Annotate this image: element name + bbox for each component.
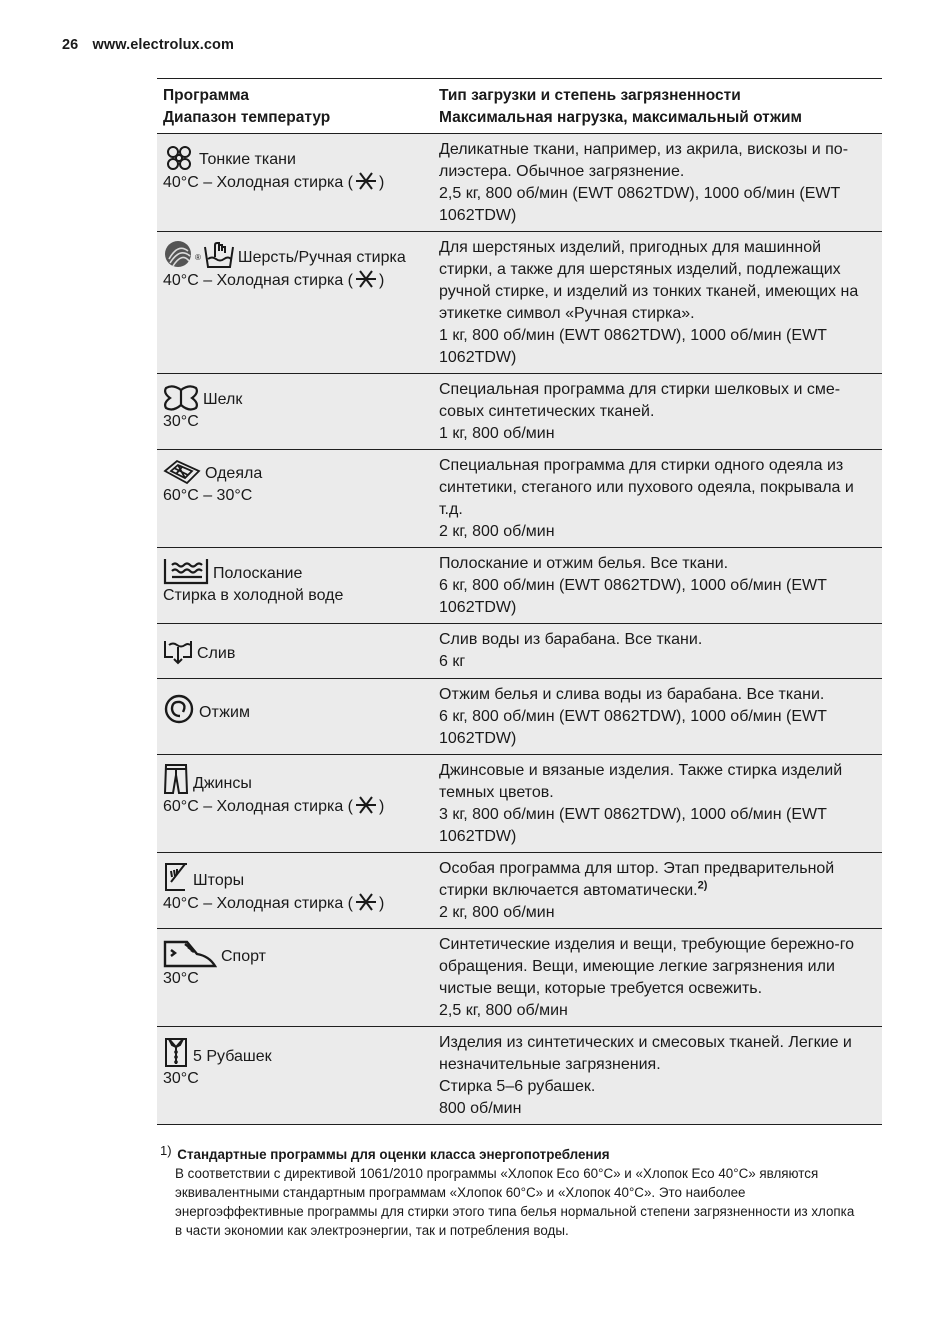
programs-table	[157, 78, 882, 1125]
col1-header-line1: Программа	[163, 87, 249, 104]
table-row	[157, 548, 882, 624]
site-url: www.electrolux.com	[92, 37, 234, 53]
program-name: Тонкие ткани	[199, 151, 296, 168]
col2-header-line2: Максимальная нагрузка, максимальный отжим	[439, 109, 802, 126]
description-cell	[433, 929, 882, 1027]
cold-wash-icon	[355, 171, 377, 198]
description-cell	[433, 1027, 882, 1125]
description-cell	[433, 679, 882, 755]
description-cell	[433, 450, 882, 548]
program-temp: 30°C	[163, 1070, 199, 1087]
program-description	[439, 858, 876, 902]
program-name: 5 Рубашек	[193, 1048, 272, 1065]
program-description: Слив воды из барабана. Все ткани.	[439, 631, 703, 648]
program-load: 6 кг	[439, 653, 466, 670]
table-row	[157, 853, 882, 929]
program-description: Специальная программа для стирки шелковых и сме-совых синтетических тканей.	[439, 381, 841, 420]
program-load: 2,5 кг, 800 об/мин	[439, 1002, 568, 1019]
table-row	[157, 232, 882, 374]
program-temp: Стирка в холодной воде	[163, 587, 344, 604]
wool-icon	[163, 239, 195, 269]
program-description: Для шерстяных изделий, пригодных для машинной стирки, а также для шерстяных изделий, подлежащих ручной стирке, и изделий из тонких тканей, имеющих на этикетке символ «Ручная стирка».	[439, 239, 859, 322]
program-temp: 30°C	[163, 970, 199, 987]
program-load: 1 кг, 800 об/мин	[439, 425, 555, 442]
table-row	[157, 450, 882, 548]
shirt-icon	[163, 1036, 189, 1068]
program-load: 3 кг, 800 об/мин (EWT 0862TDW), 1000 об/мин (EWT 1062TDW)	[439, 806, 827, 845]
cold-wash-icon	[355, 892, 377, 919]
duvet-icon	[163, 459, 201, 485]
temp-suffix: )	[379, 798, 385, 815]
spin-icon	[163, 694, 195, 724]
program-cell	[157, 374, 433, 450]
silk-butterfly-icon	[163, 385, 199, 411]
table-row	[157, 624, 882, 679]
program-cell	[157, 450, 433, 548]
program-cell	[157, 755, 433, 853]
temp-suffix: )	[379, 174, 385, 191]
program-name: Полоскание	[213, 565, 303, 582]
temp-prefix: 40°C – Холодная стирка (	[163, 895, 354, 912]
registered-mark: ®	[195, 253, 201, 262]
program-temp	[163, 269, 427, 296]
temp-suffix: )	[379, 272, 385, 289]
program-cell	[157, 624, 433, 679]
jeans-icon	[163, 763, 189, 795]
col1-header-line2: Диапазон температур	[163, 109, 331, 126]
description-cell	[433, 853, 882, 929]
rinse-icon	[163, 557, 209, 585]
page-header	[62, 37, 234, 53]
load-column-header	[433, 79, 882, 134]
program-load: 2,5 кг, 800 об/мин (EWT 0862TDW), 1000 об/мин (EWT 1062TDW)	[439, 185, 840, 224]
program-description: Полоскание и отжим белья. Все ткани.	[439, 555, 729, 572]
drain-icon	[163, 639, 193, 665]
temp-prefix: 60°C – Холодная стирка (	[163, 798, 354, 815]
cold-wash-icon	[355, 269, 377, 296]
table-row	[157, 929, 882, 1027]
program-load: 2 кг, 800 об/мин	[439, 904, 555, 921]
program-cell	[157, 134, 433, 232]
program-column-header	[157, 79, 433, 134]
description-cell	[433, 755, 882, 853]
program-description: Джинсовые и вязаные изделия. Также стирка изделий темных цветов.	[439, 762, 843, 801]
page-number: 26	[62, 37, 79, 53]
program-temp: 60°C – 30°C	[163, 487, 253, 504]
table-row	[157, 134, 882, 232]
program-load: 6 кг, 800 об/мин (EWT 0862TDW), 1000 об/мин (EWT 1062TDW)	[439, 708, 827, 747]
description-cell	[433, 232, 882, 374]
program-name: Отжим	[199, 704, 250, 721]
table-row	[157, 1027, 882, 1125]
col2-header-line1: Тип загрузки и степень загрязненности	[439, 87, 741, 104]
program-load: 1 кг, 800 об/мин (EWT 0862TDW), 1000 об/мин (EWT 1062TDW)	[439, 327, 827, 366]
footnote-ref: 2)	[697, 879, 708, 892]
description-cell	[433, 134, 882, 232]
program-description: Деликатные ткани, например, из акрила, вискозы и по-лиэстера. Обычное загрязнение.	[439, 141, 849, 180]
table-row	[157, 755, 882, 853]
program-description-extra: Стирка 5–6 рубашек.	[439, 1078, 596, 1095]
curtains-icon	[163, 862, 189, 892]
sport-shoe-icon	[163, 938, 217, 968]
table-row	[157, 679, 882, 755]
program-temp: 30°C	[163, 413, 199, 430]
program-name: Слив	[197, 645, 236, 662]
description-cell	[433, 624, 882, 679]
program-name: Шелк	[203, 391, 243, 408]
program-cell	[157, 929, 433, 1027]
cold-wash-icon	[355, 795, 377, 822]
delicate-flower-icon	[163, 145, 195, 171]
program-load: 6 кг, 800 об/мин (EWT 0862TDW), 1000 об/мин (EWT 1062TDW)	[439, 577, 827, 616]
program-load: 800 об/мин	[439, 1100, 522, 1117]
temp-suffix: )	[379, 895, 385, 912]
program-cell	[157, 1027, 433, 1125]
table-header-row	[157, 79, 882, 134]
program-temp	[163, 795, 427, 822]
program-cell	[157, 548, 433, 624]
program-cell	[157, 679, 433, 755]
program-name: Шторы	[193, 872, 245, 889]
hand-wash-icon	[204, 241, 234, 269]
description-cell	[433, 374, 882, 450]
temp-prefix: 40°C – Холодная стирка (	[163, 272, 354, 289]
program-name: Спорт	[221, 948, 266, 965]
program-description: Изделия из синтетических и смесовых тканей. Легкие и незначительные загрязнения.	[439, 1034, 852, 1073]
program-description: Отжим белья и слива воды из барабана. Все ткани.	[439, 686, 825, 703]
program-temp	[163, 171, 427, 198]
table-row	[157, 374, 882, 450]
footnote-mark: 1)	[160, 1143, 172, 1158]
program-cell	[157, 853, 433, 929]
footnote	[160, 1145, 860, 1240]
program-description: Синтетические изделия и вещи, требующие бережно-го обращения. Вещи, имеющие легкие загрязнения или чистые вещи, которые требуется освежить.	[439, 936, 855, 997]
footnote-body: В соответствии с директивой 1061/2010 программы «Хлопок Eco 60°C» и «Хлопок Eco 40°C» являются эквивалентными стандартным программам «Хлопок 60°C» и «Хлопок 40°C». Это наиболее энергоэффективные программы для стирки этого типа белья нормальной степени загрязненности из хлопка в части экономии как электроэнергии, так и потребления воды.	[175, 1166, 855, 1238]
program-temp	[163, 892, 427, 919]
footnote-title: Стандартные программы для оценки класса энергопотребления	[177, 1147, 610, 1162]
program-load: 2 кг, 800 об/мин	[439, 523, 555, 540]
program-cell	[157, 232, 433, 374]
program-name: Шерсть/Ручная стирка	[237, 249, 406, 266]
description-cell	[433, 548, 882, 624]
program-name: Джинсы	[193, 775, 252, 792]
program-description: Специальная программа для стирки одного одеяла из синтетики, стеганого или пухового одеяла, покрывала и т.д.	[439, 457, 854, 518]
program-name: Одеяла	[205, 465, 263, 482]
description-text: Особая программа для штор. Этап предварительной стирки включается автоматически.	[439, 860, 835, 899]
temp-prefix: 40°C – Холодная стирка (	[163, 174, 354, 191]
